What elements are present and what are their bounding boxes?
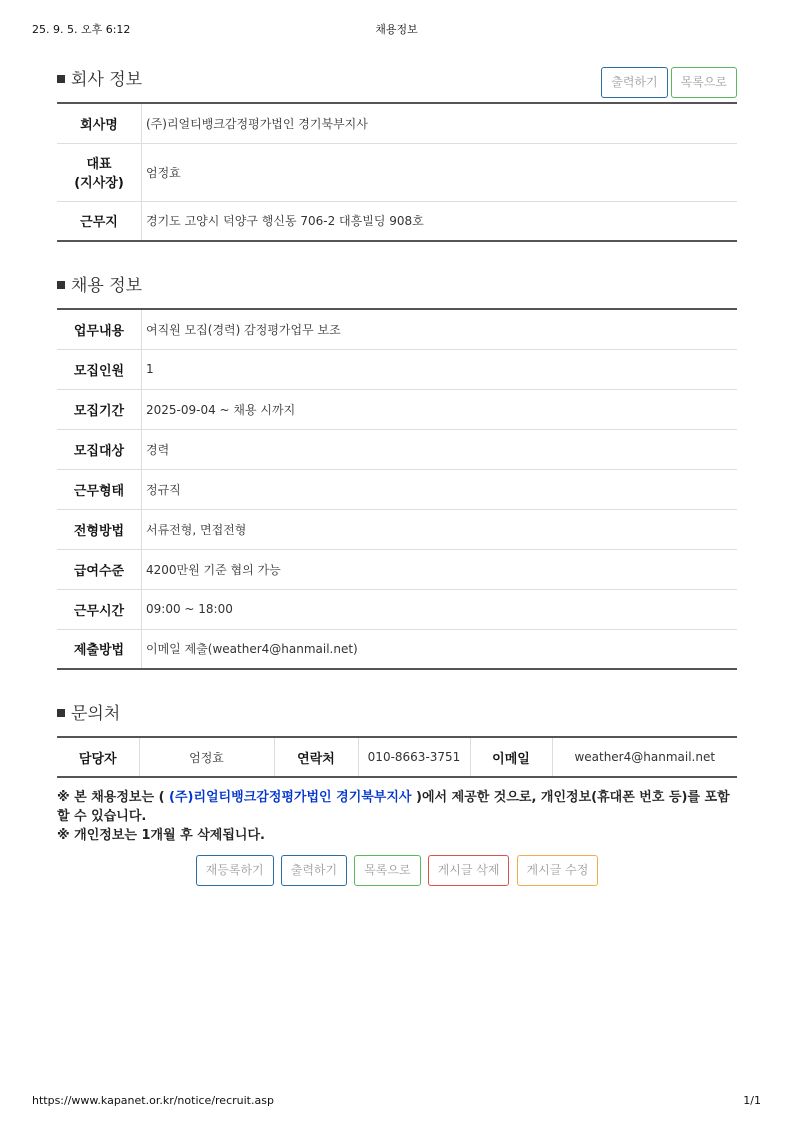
table-row	[57, 737, 737, 777]
row-value: 정규직	[142, 469, 738, 509]
phone-value: 010-8663-3751	[358, 737, 470, 777]
contact-section-title: 문의처	[57, 700, 737, 728]
table-row	[57, 629, 737, 669]
row-value: 엄정효	[142, 143, 738, 201]
table-row	[57, 389, 737, 429]
row-label: 전형방법	[57, 509, 142, 549]
square-bullet-icon	[57, 75, 65, 83]
notice-text: ※ 본 채용정보는 ( (주)리얼티뱅크감정평가법인 경기북부지사 )에서 제공한 것으로, 개인정보(휴대폰 번호 등)를 포함할 수 있습니다. ※ 개인정보는 1개월 후 삭제됩니다.	[57, 790, 730, 843]
square-bullet-icon	[57, 281, 65, 289]
table-row	[57, 309, 737, 349]
main-content	[57, 66, 737, 886]
row-label: 급여수준	[57, 549, 142, 589]
table-row	[57, 509, 737, 549]
row-value: (주)리얼티뱅크감정평가법인 경기북부지사	[146, 116, 368, 131]
manager-value: 엄정효	[139, 737, 274, 777]
row-value: 서류전형, 면접전형	[142, 509, 738, 549]
row-value: 4200만원 기준 협의 가능	[142, 549, 738, 589]
contact-table	[57, 736, 737, 778]
contact-section-header	[57, 700, 737, 728]
row-value: 1	[142, 349, 738, 389]
table-row	[57, 429, 737, 469]
company-section-title: 회사 정보	[57, 66, 737, 94]
list-button[interactable]: 목록으로	[671, 67, 737, 98]
edit-post-button[interactable]: 게시글 수정	[517, 855, 599, 886]
print-page-number: 1/1	[743, 1094, 761, 1107]
row-label: 회사명	[57, 103, 142, 143]
table-row	[57, 103, 737, 143]
row-label: 모집대상	[57, 429, 142, 469]
manager-label: 담당자	[57, 737, 139, 777]
table-row	[57, 549, 737, 589]
print-url: https://www.kapanet.or.kr/notice/recruit.asp	[32, 1094, 274, 1107]
bottom-buttons	[57, 855, 737, 886]
row-label: 근무형태	[57, 469, 142, 509]
row-label: 근무지	[57, 201, 142, 241]
table-row	[57, 589, 737, 629]
row-label: 근무시간	[57, 589, 142, 629]
recruit-section-header	[57, 272, 737, 300]
row-label: 제출방법	[57, 629, 142, 669]
row-value: 여직원 모집(경력) 감정평가업무 보조	[146, 322, 341, 337]
print-header	[32, 21, 761, 37]
email-value: weather4@hanmail.net	[574, 750, 716, 764]
table-row	[57, 349, 737, 389]
print-date: 25. 9. 5. 오후 6:12	[32, 23, 131, 36]
table-row	[57, 143, 737, 201]
row-value: 이메일 제출(weather4@hanmail.net)	[142, 629, 738, 669]
table-row	[57, 469, 737, 509]
email-label: 이메일	[470, 737, 552, 777]
square-bullet-icon	[57, 709, 65, 717]
row-label: 모집인원	[57, 349, 142, 389]
row-label: 대표 (지사장)	[57, 143, 142, 201]
phone-label: 연락처	[274, 737, 358, 777]
bottom-list-button[interactable]: 목록으로	[354, 855, 420, 886]
row-value: 2025-09-04 ~ 채용 시까지	[142, 389, 738, 429]
reregister-button[interactable]: 재등록하기	[196, 855, 274, 886]
row-value: 09:00 ~ 18:00	[142, 589, 738, 629]
company-info-table	[57, 102, 737, 242]
company-section-header	[57, 66, 737, 94]
notice-company-name: (주)리얼티뱅크감정평가법인 경기북부지사	[169, 790, 412, 805]
recruit-info-table	[57, 308, 737, 670]
recruit-section-title: 채용 정보	[57, 272, 737, 300]
row-value: 경기도 고양시 덕양구 행신동 706-2 대흥빌딩 908호	[142, 201, 738, 241]
bottom-print-button[interactable]: 출력하기	[281, 855, 347, 886]
row-label: 모집기간	[57, 389, 142, 429]
print-footer	[32, 1094, 761, 1110]
top-buttons	[601, 67, 737, 98]
table-row	[57, 201, 737, 241]
row-value: 경력	[142, 429, 738, 469]
print-button[interactable]: 출력하기	[601, 67, 667, 98]
print-title: 채용정보	[375, 23, 418, 36]
notice-privacy: ※ 개인정보는 1개월 후 삭제됩니다.	[57, 828, 265, 843]
row-label: 업무내용	[57, 309, 142, 349]
delete-post-button[interactable]: 게시글 삭제	[428, 855, 510, 886]
